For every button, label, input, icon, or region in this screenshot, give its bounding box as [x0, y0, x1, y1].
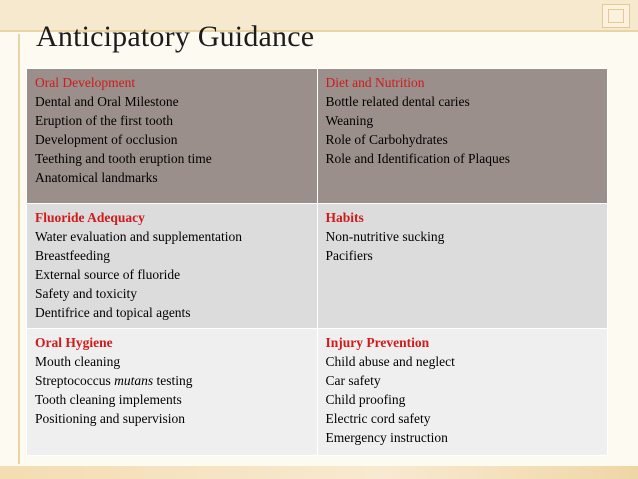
cell-heading: Fluoride Adequacy	[35, 210, 145, 225]
list-item: Electric cord safety	[325, 411, 431, 426]
cell-oral-development	[27, 69, 318, 204]
organism-genus: Streptococcus	[35, 373, 111, 388]
list-item: Car safety	[325, 373, 381, 388]
cell-injury-prevention	[317, 329, 608, 456]
cell-diet-nutrition	[317, 69, 608, 204]
table-row	[27, 329, 608, 456]
list-item: Safety and toxicity	[35, 286, 137, 301]
list-item: Weaning	[325, 113, 374, 128]
cell-oral-hygiene	[27, 329, 318, 456]
cell-heading: Oral Hygiene	[35, 335, 113, 350]
cell-fluoride-adequacy	[27, 204, 318, 329]
table-row	[27, 69, 608, 204]
list-item-streptococcus	[35, 371, 309, 390]
cell-heading: Diet and Nutrition	[325, 75, 425, 90]
left-decor-rule	[18, 34, 20, 464]
list-item: Pacifiers	[325, 248, 373, 263]
table-row	[27, 204, 608, 329]
bottom-decor-band	[0, 466, 638, 479]
corner-decor-box-inner	[608, 9, 624, 23]
list-item: Tooth cleaning implements	[35, 392, 182, 407]
list-item: Emergency instruction	[325, 430, 448, 445]
list-item: Child proofing	[325, 392, 406, 407]
list-item: Water evaluation and supplementation	[35, 229, 242, 244]
list-item: Anatomical landmarks	[35, 170, 158, 185]
testing-text: testing	[156, 373, 193, 388]
list-item: Breastfeeding	[35, 248, 110, 263]
list-item: Role of Carbohydrates	[325, 132, 448, 147]
list-item: External source of fluoride	[35, 267, 181, 282]
list-item: Mouth cleaning	[35, 354, 121, 369]
cell-heading: Oral Development	[35, 75, 136, 90]
organism-species: mutans	[114, 373, 154, 388]
list-item: Dentifrice and topical agents	[35, 305, 191, 320]
cell-habits	[317, 204, 608, 329]
cell-heading: Habits	[325, 210, 364, 225]
slide-title: Anticipatory Guidance	[36, 20, 315, 53]
cell-heading: Injury Prevention	[325, 335, 430, 350]
list-item: Dental and Oral Milestone	[35, 94, 179, 109]
list-item: Eruption of the first tooth	[35, 113, 173, 128]
list-item: Role and Identification of Plaques	[325, 151, 510, 166]
list-item: Teething and tooth eruption time	[35, 151, 212, 166]
list-item: Non-nutritive sucking	[325, 229, 445, 244]
list-item: Positioning and supervision	[35, 411, 186, 426]
list-item: Bottle related dental caries	[325, 94, 470, 109]
guidance-table	[26, 68, 608, 456]
list-item: Development of occlusion	[35, 132, 178, 147]
list-item: Child abuse and neglect	[325, 354, 455, 369]
